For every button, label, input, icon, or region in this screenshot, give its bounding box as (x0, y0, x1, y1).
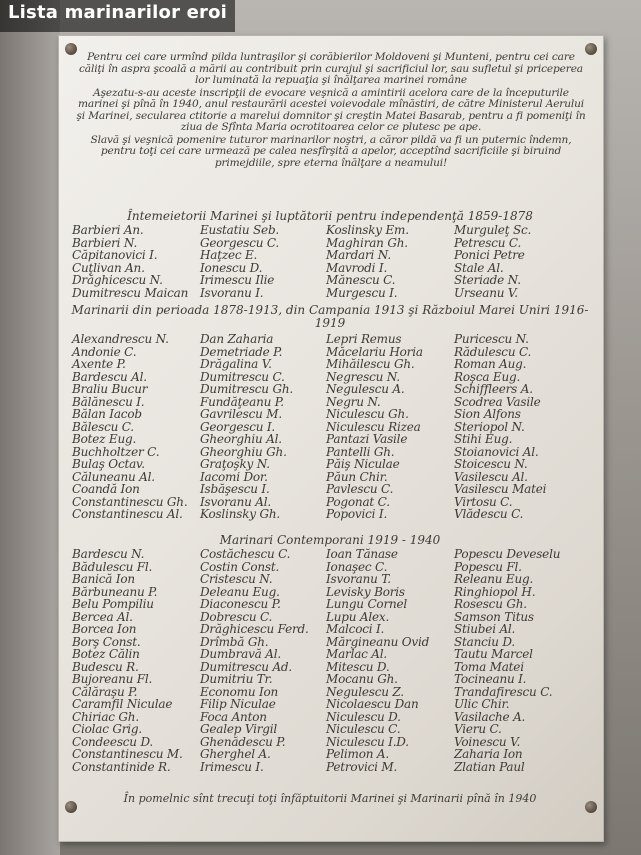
name-entry: Koslinsky Em. (326, 223, 409, 237)
name-entry: Petrovici M. (326, 759, 398, 774)
name-entry: Scodrea Vasile (454, 394, 541, 409)
name-entry: Bujoreanu Fl. (72, 672, 153, 686)
name-entry: Murgescu I. (326, 285, 398, 300)
name-entry: Filip Niculae (200, 697, 276, 711)
name-entry: Niculescu Rizea (326, 419, 421, 434)
section-3-title: Marinari Contemporani 1919 - 1940 (219, 533, 441, 547)
section-2-column (200, 333, 293, 521)
name-entry: Stoianovici Al. (454, 444, 539, 459)
section-3-column (454, 548, 560, 773)
intro-paragraph-2: Aşezatu-s-au aceste inscripţii de evocare veşnică a amintirii acelora care de la începuturile marinei şi pînă în 1940, anul restaurării acestei voievodale mînăstiri, de către Ministerul Aerului şi Marinei, secularea ctitorie a marelui domnitor şi creştin Matei Basarab, pentru a fi pomeniţi în ziua de Sfînta Maria ocrotitoarea celor ce plutesc pe ape. (76, 86, 586, 133)
name-entry: Barbieri An. (72, 223, 144, 237)
name-entry: Constantinescu M. (72, 747, 183, 761)
name-entry: Gealep Virgil (200, 722, 278, 736)
name-entry: Păiş Niculae (326, 457, 400, 471)
name-entry: Mocanu Gh. (326, 672, 398, 686)
section-1-column (326, 224, 409, 299)
name-entry: Buchholtzer C. (72, 444, 160, 459)
name-entry: Braliu Bucur (72, 382, 148, 396)
name-entry: Georgescu I. (200, 419, 276, 434)
name-entry: Mitescu D. (326, 659, 390, 674)
name-entry: Sion Alfons (454, 407, 521, 421)
name-entry: Foca Anton (200, 709, 267, 724)
name-entry: Ciolac Grig. (72, 722, 143, 736)
name-entry: Dumitrescu Gh. (200, 382, 293, 396)
intro-paragraph-1: Pentru cei care urmînd pilda luntraşilor şi corăbierilor Moldoveni şi Munteni, pentru cei care căliţi în aspra şcoală a mării au contribuit prin curajul şi sacrificiul lor, sau sufletul şi priceperea lor luminată la repuaţia şi înălţarea marinei române (79, 51, 583, 86)
name-entry: Nicolaescu Dan (326, 697, 419, 711)
name-entry: Tautu Marcel (454, 647, 533, 661)
name-entry: Drăghicescu N. (72, 273, 163, 287)
name-entry: Bardescu Al. (72, 369, 147, 384)
name-entry: Samson Titus (454, 609, 534, 624)
name-entry: Axente P. (72, 357, 126, 371)
name-entry: Popescu Deveselu (454, 547, 561, 561)
name-entry: Bădulescu Fl. (72, 559, 153, 574)
name-entry: Gheorghiu Gh. (200, 444, 287, 459)
name-entry: Dobrescu C. (200, 609, 273, 624)
name-entry: Budescu R. (72, 659, 139, 674)
name-entry: Dumitrescu Maican (72, 285, 189, 300)
name-entry: Ulic Chir. (454, 697, 510, 711)
name-entry: Stanciu D. (454, 634, 516, 649)
name-entry: Dumitriu Tr. (200, 672, 273, 686)
name-entry: Mardari N. (326, 248, 391, 262)
name-entry: Voinescu V. (454, 734, 521, 749)
name-entry: Isvoranu T. (326, 572, 391, 586)
name-entry: Pelimon A. (326, 747, 389, 761)
name-entry: Malcoci I. (326, 622, 385, 636)
name-entry: Drîmbă Gh. (200, 634, 269, 649)
name-entry: Vasilescu Matei (454, 482, 547, 496)
name-entry: Zlatian Paul (454, 759, 525, 774)
name-entry: Graţoşky N. (200, 457, 270, 471)
name-entry: Călăraşu P. (72, 684, 138, 699)
name-entry: Costăchescu C. (200, 547, 291, 561)
name-entry: Stoicescu N. (454, 457, 528, 471)
name-entry: Alexandrescu N. (72, 332, 169, 346)
name-entry: Fundăţeanu P. (200, 394, 284, 409)
name-entry: Lungu Cornel (326, 597, 408, 611)
name-entry: Bălescu C. (72, 419, 134, 434)
name-entry: Georgescu C. (200, 235, 280, 250)
name-entry: Haţzec E. (200, 248, 258, 262)
name-entry: Deleanu Eug. (200, 584, 280, 599)
intro-paragraph-3: Slavă şi veşnică pomenire tuturor marinarilor noştri, a căror pildă va fi un puternic îndemn, pentru toţi cei care urmează pe calea nesfîrşită a apelor, acceptînd sacrificiile şi biruind primejdiile, spre eterna înălţare a neamului! (90, 133, 572, 169)
section-3-column (72, 548, 183, 773)
name-entry: Roman Aug. (454, 357, 527, 371)
name-entry: Schiffleers A. (454, 382, 533, 396)
name-entry: Rădulescu C. (454, 344, 532, 359)
name-entry: Irimescu Ilie (200, 273, 275, 287)
name-entry: Gherghel A. (200, 747, 271, 761)
name-entry: Murguleţ Sc. (454, 223, 532, 237)
name-entry: Cuţlivan An. (72, 260, 145, 275)
name-entry: Drăghicescu Ferd. (200, 622, 309, 636)
section-3-column (200, 548, 309, 773)
name-entry: Releanu Eug. (454, 572, 534, 586)
name-entry: Isvoranu I. (200, 285, 264, 300)
name-entry: Pavlescu C. (326, 482, 394, 496)
name-entry: Mănescu C. (326, 273, 396, 287)
name-entry: Stale Al. (454, 260, 504, 275)
name-entry: Steriade N. (454, 273, 521, 287)
name-entry: Niculescu D. (326, 709, 401, 724)
name-entry: Irimescu I. (200, 759, 264, 774)
name-entry: Vasilescu Al. (454, 469, 528, 484)
name-entry: Urseanu V. (454, 285, 518, 300)
name-entry: Popovici I. (326, 507, 388, 521)
name-entry: Ioan Tănase (326, 547, 398, 561)
name-entry: Căpitanovici I. (72, 248, 158, 262)
name-entry: Botez Eug. (72, 432, 137, 446)
name-entry: Niculescu I.D. (326, 734, 409, 749)
name-entry: Dan Zaharia (200, 332, 274, 346)
section-2-column (454, 333, 546, 521)
name-entry: Dumbravă Al. (200, 647, 281, 661)
name-entry: Vieru C. (454, 722, 502, 736)
name-entry: Gheorghiu Al. (200, 432, 282, 446)
name-entry: Mihăilescu Gh. (326, 357, 415, 371)
name-entry: Belu Pompiliu (72, 597, 154, 611)
name-entry: Mărgineanu Ovid (326, 634, 430, 649)
name-entry: Andonie C. (72, 344, 137, 359)
name-entry: Borş Const. (72, 634, 141, 649)
section-2-column (72, 333, 187, 521)
name-entry: Vasilache A. (454, 709, 526, 724)
name-entry: Banică Ion (72, 572, 135, 586)
name-entry: Rosescu Gh. (454, 597, 527, 611)
name-entry: Botez Călin (72, 647, 140, 661)
name-entry: Dumitrescu Ad. (200, 659, 293, 674)
name-entry: Isbăşescu I. (200, 482, 270, 496)
name-entry: Bărbuneanu P. (72, 584, 158, 599)
name-entry: Puricescu N. (454, 332, 529, 346)
image-title: Lista marinarilor eroi (0, 0, 235, 32)
name-entry: Negulescu Z. (326, 684, 404, 699)
plaque-footer: În pomelnic sînt trecuţi toţi înfăptuitorii Marinei şi Marinarii pînă în 1940 (123, 792, 537, 805)
name-entry: Mavrodi I. (326, 260, 388, 275)
name-entry: Zaharia Ion (454, 747, 523, 761)
name-entry: Negulescu A. (326, 382, 405, 396)
name-entry: Isvoranu Al. (200, 494, 271, 509)
name-entry: Toma Matei (454, 659, 524, 674)
name-entry: Coandă Ion (72, 482, 140, 496)
name-entry: Negru N. (326, 394, 381, 409)
name-entry: Stihi Eug. (454, 432, 513, 446)
name-entry: Diaconescu P. (200, 597, 281, 611)
section-2-title: Marinarii din perioada 1878-1913, din Campania 1913 şi Războiul Marei Uniri 1916-1919 (71, 303, 589, 330)
name-entry: Lupu Alex. (326, 609, 390, 624)
wall-shadow (0, 0, 60, 855)
name-entry: Caramfil Niculae (72, 697, 173, 711)
name-entry: Marlac Al. (326, 647, 388, 661)
name-entry: Constantinescu Gh. (72, 494, 188, 509)
name-entry: Levisky Boris (326, 584, 405, 599)
name-entry: Pantazi Vasile (326, 432, 408, 446)
name-entry: Tocineanu I. (454, 672, 527, 686)
name-entry: Măcelariu Horia (326, 344, 423, 359)
name-entry: Economu Ion (200, 684, 279, 699)
name-entry: Steriopol N. (454, 419, 525, 434)
plaque-intro (74, 52, 588, 170)
name-entry: Constantinide R. (72, 759, 171, 774)
name-entry: Căluneanu Al. (72, 469, 155, 484)
name-entry: Bulaş Octav. (72, 457, 145, 471)
name-entry: Păun Chir. (326, 469, 388, 484)
name-entry: Bercea Al. (72, 609, 133, 624)
section-1-column (454, 224, 531, 299)
name-entry: Bălan Iacob (72, 407, 142, 421)
name-entry: Ghenădescu P. (200, 734, 286, 749)
name-entry: Costin Const. (200, 559, 280, 574)
name-entry: Ionescu D. (200, 260, 263, 275)
name-entry: Borcea Ion (72, 622, 137, 636)
name-entry: Vlădescu C. (454, 507, 524, 521)
name-entry: Iacomi Dor. (200, 469, 268, 484)
name-entry: Gavrilescu M. (200, 407, 282, 421)
name-entry: Niculescu Gh. (326, 407, 409, 421)
name-entry: Bălănescu I. (72, 394, 145, 409)
name-entry: Niculescu C. (326, 722, 401, 736)
name-entry: Petrescu C. (454, 235, 522, 250)
section-2-column (326, 333, 423, 521)
name-entry: Cristescu N. (200, 572, 273, 586)
name-entry: Dumitrescu C. (200, 369, 285, 384)
name-entry: Virtosu C. (454, 494, 513, 509)
name-entry: Demetriade P. (200, 344, 283, 359)
name-entry: Maghiran Gh. (326, 235, 408, 250)
name-entry: Constantinescu Al. (72, 507, 183, 521)
section-1-title: Întemeietorii Marinei şi luptătorii pentru independenţă 1859-1878 (127, 209, 533, 223)
name-entry: Stiubei Al. (454, 622, 516, 636)
name-entry: Drăgalina V. (200, 357, 272, 371)
name-entry: Bardescu N. (72, 547, 145, 561)
name-entry: Eustatiu Seb. (200, 223, 280, 237)
name-entry: Pantelli Gh. (326, 444, 395, 459)
name-entry: Roşca Eug. (454, 369, 521, 384)
name-entry: Ringhiopol H. (454, 584, 536, 599)
section-1-column (200, 224, 279, 299)
section-3-column (326, 548, 429, 773)
name-entry: Chiriac Gh. (72, 709, 139, 724)
screw-bottom-left (65, 801, 77, 813)
name-entry: Koslinsky Gh. (200, 507, 280, 521)
name-entry: Condeescu D. (72, 734, 154, 749)
section-1-column (72, 224, 188, 299)
name-entry: Popescu Fl. (454, 559, 522, 574)
name-entry: Ponici Petre (454, 248, 525, 262)
name-entry: Pogonat C. (326, 494, 390, 509)
screw-bottom-right (585, 801, 597, 813)
name-entry: Trandafirescu C. (454, 684, 553, 699)
name-entry: Ionaşec C. (326, 559, 388, 574)
name-entry: Negrescu N. (326, 369, 400, 384)
name-entry: Barbieri N. (72, 235, 138, 250)
name-entry: Lepri Remus (326, 332, 402, 346)
